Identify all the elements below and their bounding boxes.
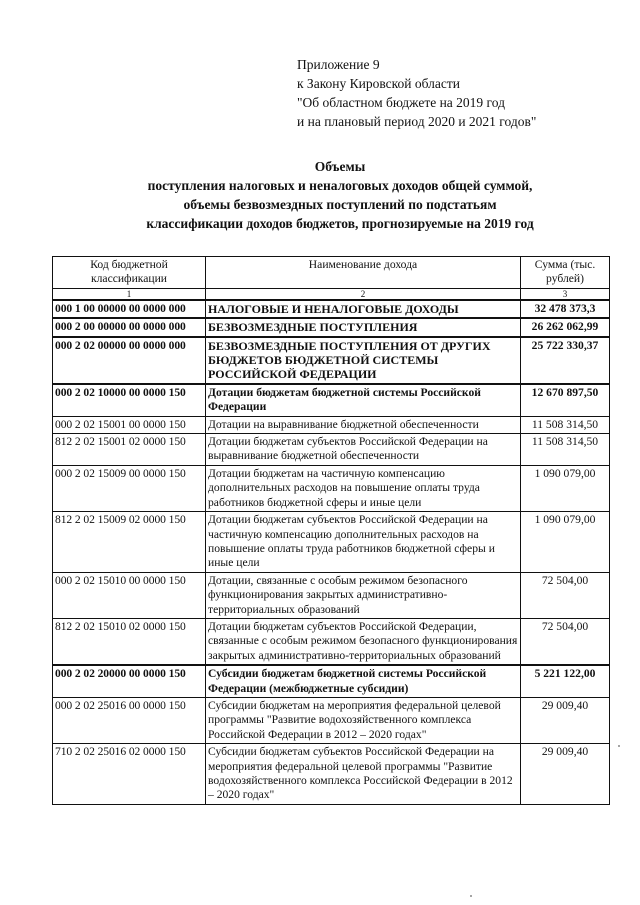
row-amount: 1 090 079,00 — [521, 465, 610, 511]
row-code: 000 2 00 00000 00 0000 000 — [53, 318, 206, 336]
title-line: объемы безвозмездных поступлений по подстатьям — [183, 197, 497, 212]
table-row — [53, 744, 610, 805]
row-amount: 29 009,40 — [521, 744, 610, 805]
appendix-line: Приложение 9 — [297, 57, 380, 72]
row-name: Субсидии бюджетам бюджетной системы Российской Федерации (межбюджетные субсидии) — [206, 665, 521, 697]
scan-speck — [470, 895, 472, 897]
row-amount: 25 722 330,37 — [521, 337, 610, 384]
row-amount: 12 670 897,50 — [521, 384, 610, 416]
row-name: Дотации на выравнивание бюджетной обеспеченности — [206, 416, 521, 433]
title-line: Объемы — [314, 159, 366, 174]
table-row — [53, 384, 610, 416]
table-row — [53, 665, 610, 697]
column-number: 3 — [521, 288, 610, 300]
row-name: Дотации, связанные с особым режимом безопасного функционирования закрытых административно-территориальных образований — [206, 572, 521, 618]
row-amount: 26 262 062,99 — [521, 318, 610, 336]
title-line: поступления налоговых и неналоговых доходов общей суммой, — [147, 178, 533, 193]
row-amount: 5 221 122,00 — [521, 665, 610, 697]
table-header-row — [53, 257, 610, 289]
header-amount: Сумма (тыс. рублей) — [521, 257, 610, 289]
row-amount: 11 508 314,50 — [521, 416, 610, 433]
column-number: 2 — [206, 288, 521, 300]
table-row — [53, 618, 610, 665]
row-amount: 29 009,40 — [521, 697, 610, 743]
row-code: 710 2 02 25016 02 0000 150 — [53, 744, 206, 805]
row-code: 000 2 02 20000 00 0000 150 — [53, 665, 206, 697]
header-name: Наименование дохода — [206, 257, 521, 289]
row-name: Дотации бюджетам субъектов Российской Федерации на частичную компенсацию дополнительных расходов на повышение оплаты труда работников бюджетной сферы и иные цели — [206, 512, 521, 573]
row-code: 812 2 02 15001 02 0000 150 — [53, 434, 206, 466]
row-name: Субсидии бюджетам на мероприятия федеральной целевой программы "Развитие водохозяйственного комплекса Российской Федерации в 2012 – 2020 годах" — [206, 697, 521, 743]
table-row — [53, 434, 610, 466]
appendix-line: и на плановый период 2020 и 2021 годов" — [297, 114, 537, 129]
row-amount: 72 504,00 — [521, 618, 610, 665]
row-name: БЕЗВОЗМЕЗДНЫЕ ПОСТУПЛЕНИЯ — [206, 318, 521, 336]
table-row — [53, 697, 610, 743]
revenue-table — [52, 256, 610, 805]
row-code: 812 2 02 15010 02 0000 150 — [53, 618, 206, 665]
row-code: 000 2 02 15009 00 0000 150 — [53, 465, 206, 511]
row-name: Дотации бюджетам на частичную компенсацию дополнительных расходов на повышение оплаты труда работников бюджетной сферы и иные цели — [206, 465, 521, 511]
row-name: Дотации бюджетам бюджетной системы Российской Федерации — [206, 384, 521, 416]
table-row — [53, 300, 610, 318]
row-amount: 1 090 079,00 — [521, 512, 610, 573]
row-amount: 11 508 314,50 — [521, 434, 610, 466]
appendix-line: "Об областном бюджете на 2019 год — [297, 95, 505, 110]
row-code: 000 2 02 00000 00 0000 000 — [53, 337, 206, 384]
row-name: Субсидии бюджетам субъектов Российской Федерации на мероприятия федеральной целевой программы "Развитие водохозяйственного комплекса Российской Федерации в 2012 – 2020 годах" — [206, 744, 521, 805]
row-amount: 72 504,00 — [521, 572, 610, 618]
table-row — [53, 572, 610, 618]
table-row — [53, 416, 610, 433]
table-row — [53, 512, 610, 573]
table-row — [53, 465, 610, 511]
row-name: НАЛОГОВЫЕ И НЕНАЛОГОВЫЕ ДОХОДЫ — [206, 300, 521, 318]
row-amount: 32 478 373,3 — [521, 300, 610, 318]
appendix-line: к Закону Кировской области — [297, 76, 461, 91]
appendix-header — [297, 55, 536, 131]
column-number: 1 — [53, 288, 206, 300]
document-title — [60, 157, 620, 233]
row-code: 000 2 02 15010 00 0000 150 — [53, 572, 206, 618]
row-name: БЕЗВОЗМЕЗДНЫЕ ПОСТУПЛЕНИЯ ОТ ДРУГИХ БЮДЖЕТОВ БЮДЖЕТНОЙ СИСТЕМЫ РОССИЙСКОЙ ФЕДЕРАЦИИ — [206, 337, 521, 384]
scan-speck — [618, 745, 620, 747]
table-row — [53, 337, 610, 384]
row-code: 000 2 02 10000 00 0000 150 — [53, 384, 206, 416]
row-code: 812 2 02 15009 02 0000 150 — [53, 512, 206, 573]
row-name: Дотации бюджетам субъектов Российской Федерации на выравнивание бюджетной обеспеченности — [206, 434, 521, 466]
table-row — [53, 318, 610, 336]
row-code: 000 1 00 00000 00 0000 000 — [53, 300, 206, 318]
row-name: Дотации бюджетам субъектов Российской Федерации, связанные с особым режимом безопасного функционирования закрытых административно-территориальных образований — [206, 618, 521, 665]
row-code: 000 2 02 15001 00 0000 150 — [53, 416, 206, 433]
row-code: 000 2 02 25016 00 0000 150 — [53, 697, 206, 743]
header-code: Код бюджетной классификации — [53, 257, 206, 289]
column-number-row — [53, 288, 610, 300]
title-line: классификации доходов бюджетов, прогнозируемые на 2019 год — [146, 216, 534, 231]
